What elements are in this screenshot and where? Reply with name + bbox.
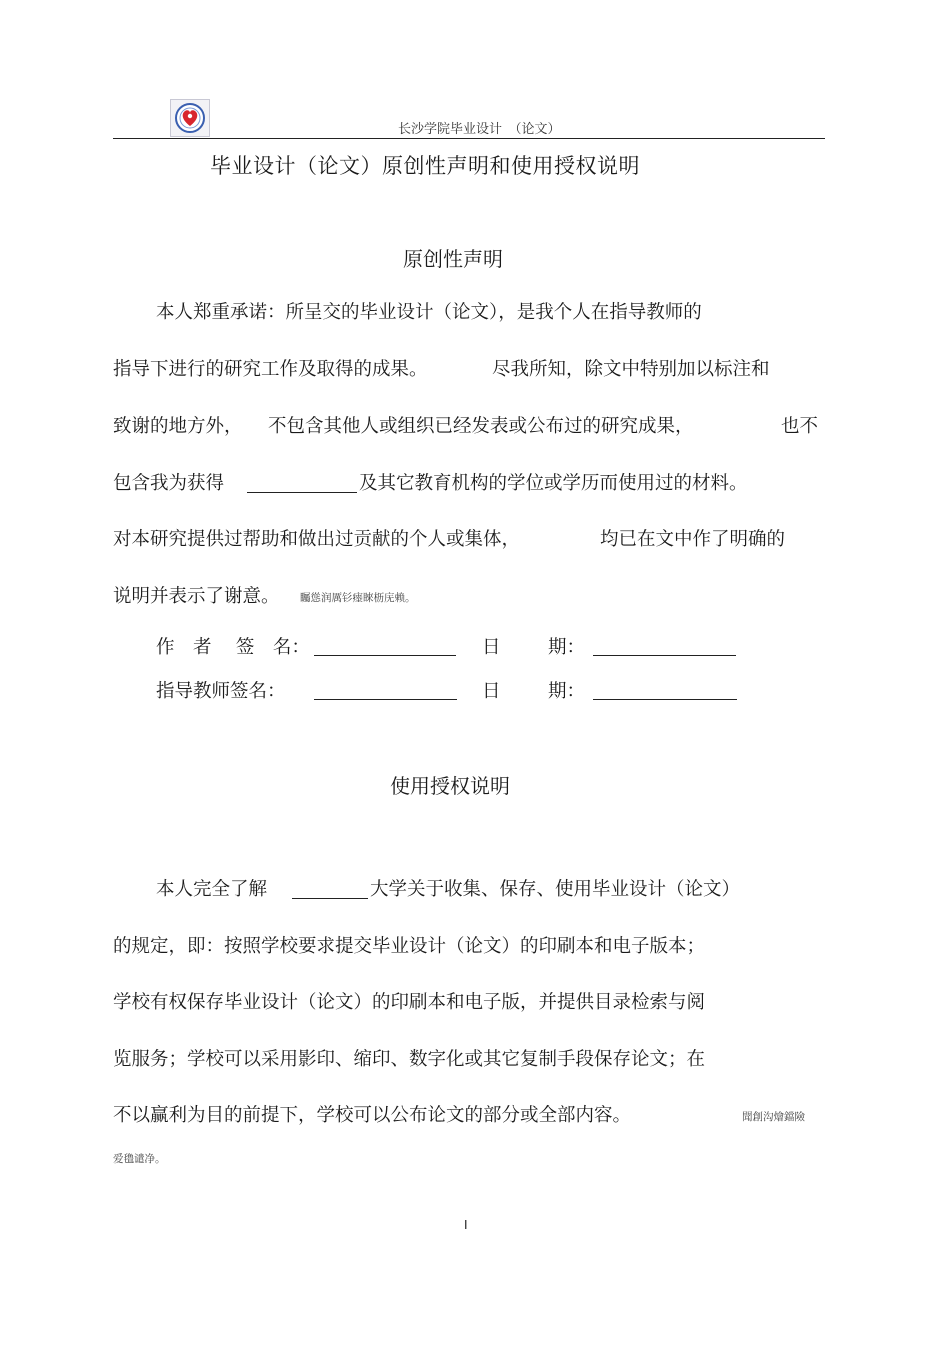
authorization-note-2: 爱氇谴净。 [113, 1153, 166, 1165]
author-date-label-2: 期： [548, 637, 586, 658]
originality-line-3a: 致谢的地方外， [113, 416, 243, 437]
originality-line-5a: 对本研究提供过帮助和做出过贡献的个人或集体， [113, 529, 521, 550]
authorization-title: 使用授权说明 [390, 774, 510, 798]
authorization-line-4: 览服务；学校可以采用影印、缩印、数字化或其它复制手段保存论文；在 [113, 1049, 706, 1070]
originality-note: 矚慫润厲钐瘗睞枥庑赖。 [300, 592, 416, 604]
header-title: 长沙学院毕业设计 （论文） [398, 122, 561, 137]
authorization-note-1: 聞創沟燴鐺險 [742, 1111, 805, 1123]
institution-blank [247, 474, 357, 493]
advisor-date-line [593, 699, 737, 700]
page-title: 毕业设计（论文）原创性声明和使用授权说明 [210, 154, 640, 178]
advisor-signature-label: 指导教师签名： [156, 681, 286, 702]
advisor-date-label-1: 日 [482, 681, 501, 702]
originality-line-2b: 尽我所知，除文中特别加以标注和 [492, 359, 770, 380]
advisor-date-label-2: 期： [548, 681, 586, 702]
originality-line-3b: 不包含其他人或组织已经发表或公布过的研究成果， [268, 416, 694, 437]
originality-title: 原创性声明 [403, 247, 503, 271]
originality-line-4b: 及其它教育机构的学位或学历而使用过的材料。 [359, 473, 748, 494]
author-date-line [593, 655, 736, 656]
author-signature-label: 作 者 签 名： [156, 637, 310, 658]
authorization-line-1b: 大学关于收集、保存、使用毕业设计（论文） [370, 879, 741, 900]
university-blank [292, 880, 368, 899]
authorization-line-1a: 本人完全了解 [156, 879, 268, 900]
authorization-line-2: 的规定，即：按照学校要求提交毕业设计（论文）的印刷本和电子版本； [113, 936, 706, 957]
author-signature-line [314, 655, 456, 656]
advisor-signature-line [314, 699, 457, 700]
authorization-line-5: 不以赢利为目的前提下，学校可以公布论文的部分或全部内容。 [113, 1105, 632, 1126]
originality-line-3c: 也不 [781, 416, 819, 437]
author-date-label-1: 日 [482, 637, 501, 658]
originality-line-6: 说明并表示了谢意。 [113, 586, 280, 607]
originality-line-1: 本人郑重承诺：所呈交的毕业设计（论文），是我个人在指导教师的 [156, 302, 702, 323]
authorization-line-3: 学校有权保存毕业设计（论文）的印刷本和电子版，并提供目录检索与阅 [113, 992, 706, 1013]
page-number: I [464, 1218, 468, 1232]
originality-line-5b: 均已在文中作了明确的 [600, 529, 786, 550]
school-emblem-icon [170, 99, 210, 137]
originality-line-2a: 指导下进行的研究工作及取得的成果。 [113, 359, 428, 380]
originality-line-4a: 包含我为获得 [113, 473, 225, 494]
header-divider [113, 138, 825, 139]
